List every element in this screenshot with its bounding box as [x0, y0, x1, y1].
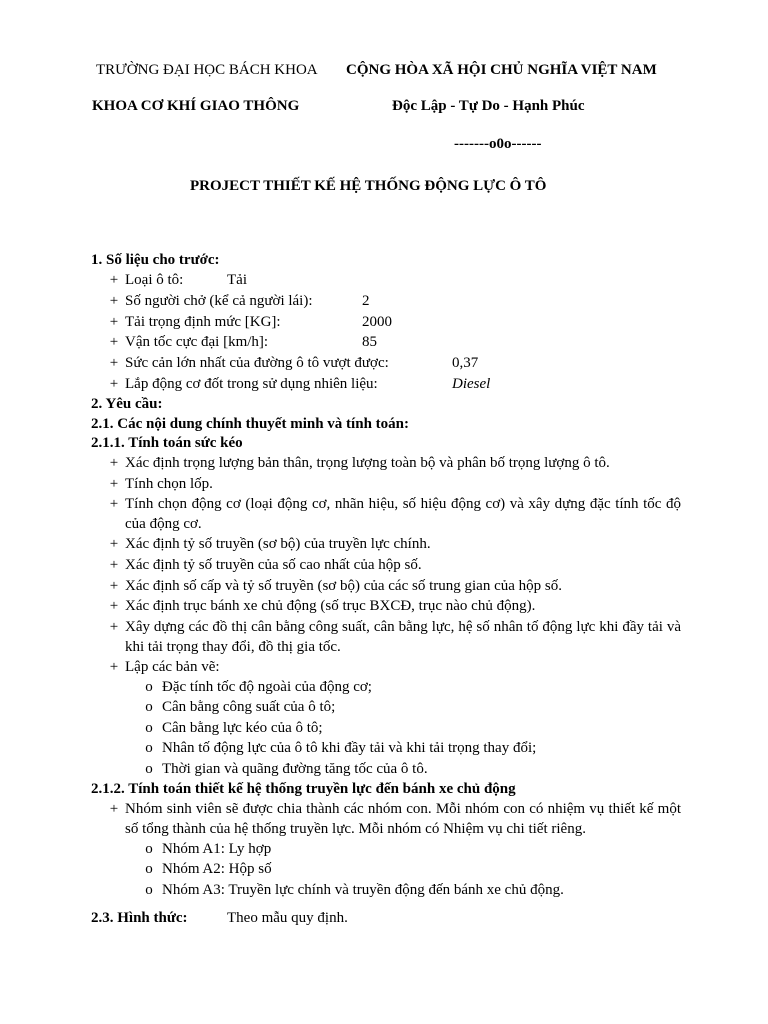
plus-icon: +	[109, 801, 119, 817]
item-text: Tính chọn động cơ (loại động cơ, nhãn hiệu, số hiệu động cơ) và xây dựng đặc tính tốc độ của động cơ.	[125, 496, 681, 532]
plus-icon: +	[109, 598, 119, 614]
item-text: Lập các bản vẽ:	[125, 659, 220, 675]
item-value: Diesel	[452, 376, 491, 392]
circle-icon: o	[145, 699, 153, 715]
section21-heading: 2.1. Các nội dung chính thuyết minh và tính toán:	[91, 416, 409, 432]
circle-icon: o	[145, 740, 153, 756]
section2-heading: 2. Yêu cầu:	[91, 396, 163, 412]
plus-icon: +	[109, 272, 119, 288]
item-text: Xác định trọng lượng bản thân, trọng lượng toàn bộ và phân bố trọng lượng ô tô.	[125, 455, 610, 471]
school-name: TRƯỜNG ĐẠI HỌC BÁCH KHOA	[96, 62, 318, 78]
motto: Độc Lập - Tự Do - Hạnh Phúc	[392, 98, 585, 114]
circle-icon: o	[145, 861, 153, 877]
item-label: Tải trọng định mức [KG]:	[125, 314, 281, 330]
plus-icon: +	[109, 557, 119, 573]
item-text: Đặc tính tốc độ ngoài của động cơ;	[162, 679, 372, 695]
faculty-name: KHOA CƠ KHÍ GIAO THÔNG	[92, 98, 300, 114]
plus-icon: +	[109, 536, 119, 552]
item-label: Vận tốc cực đại [km/h]:	[125, 334, 269, 350]
section23-value: Theo mẫu quy định.	[227, 910, 348, 926]
item-value: 0,37	[452, 355, 479, 371]
section212-heading: 2.1.2. Tính toán thiết kế hệ thống truyền lực đến bánh xe chủ động	[91, 781, 516, 797]
plus-icon: +	[109, 578, 119, 594]
item-text: Xác định tỷ số truyền (sơ bộ) của truyền lực chính.	[125, 536, 431, 552]
item-value: 2000	[362, 314, 392, 330]
item-text: Xác định tỷ số truyền của số cao nhất của hộp số.	[125, 557, 422, 573]
item-text: Nhóm A3: Truyền lực chính và truyền động đến bánh xe chủ động.	[162, 882, 564, 898]
item-value: 85	[362, 334, 377, 350]
item-text: Nhóm A1: Ly hợp	[162, 841, 272, 857]
item-text: Nhóm sinh viên sẽ được chia thành các nhóm con. Mỗi nhóm con có nhiệm vụ thiết kế một số tổng thành của hệ thống truyền lực. Mỗi nhóm có Nhiệm vụ chi tiết riêng.	[125, 801, 681, 837]
section1-heading: 1. Số liệu cho trước:	[91, 252, 220, 268]
item-text: Cân bằng công suất của ô tô;	[162, 699, 336, 715]
circle-icon: o	[145, 720, 153, 736]
plus-icon: +	[109, 293, 119, 309]
circle-icon: o	[145, 882, 153, 898]
item-text: Xây dựng các đồ thị cân bằng công suất, cân bằng lực, hệ số nhân tố động lực khi đầy tải và khi tải trọng thay đổi, đồ thị gia tốc.	[125, 619, 681, 655]
circle-icon: o	[145, 679, 153, 695]
plus-icon: +	[109, 659, 119, 675]
section211-heading: 2.1.1. Tính toán sức kéo	[91, 435, 243, 451]
plus-icon: +	[109, 334, 119, 350]
plus-icon: +	[109, 455, 119, 471]
plus-icon: +	[109, 476, 119, 492]
item-label: Lắp động cơ đốt trong sử dụng nhiên liệu:	[125, 376, 378, 392]
plus-icon: +	[109, 314, 119, 330]
republic-name: CỘNG HÒA XÃ HỘI CHỦ NGHĨA VIỆT NAM	[346, 62, 657, 78]
plus-icon: +	[109, 619, 119, 635]
item-text: Thời gian và quãng đường tăng tốc của ô tô.	[162, 761, 428, 777]
circle-icon: o	[145, 761, 153, 777]
circle-icon: o	[145, 841, 153, 857]
item-text: Xác định trục bánh xe chủ động (số trục BXCĐ, trục nào chủ động).	[125, 598, 536, 614]
item-text: Cân bằng lực kéo của ô tô;	[162, 720, 323, 736]
section23-heading: 2.3. Hình thức:	[91, 910, 188, 926]
item-text: Xác định số cấp và tỷ số truyền (sơ bộ) của các số trung gian của hộp số.	[125, 578, 562, 594]
item-text: Nhóm A2: Hộp số	[162, 861, 272, 877]
item-text: Tính chọn lốp.	[125, 476, 213, 492]
item-label: Loại ô tô:	[125, 272, 184, 288]
plus-icon: +	[109, 376, 119, 392]
plus-icon: +	[109, 496, 119, 512]
item-text: Nhân tố động lực của ô tô khi đầy tải và khi tải trọng thay đổi;	[162, 740, 537, 756]
item-value: Tải	[227, 272, 247, 288]
item-value: 2	[362, 293, 370, 309]
divider: -------o0o------	[454, 136, 542, 152]
item-label: Số người chở (kể cả người lái):	[125, 293, 313, 309]
plus-icon: +	[109, 355, 119, 371]
item-label: Sức cản lớn nhất của đường ô tô vượt được:	[125, 355, 389, 371]
document-title: PROJECT THIẾT KẾ HỆ THỐNG ĐỘNG LỰC Ô TÔ	[190, 178, 547, 194]
